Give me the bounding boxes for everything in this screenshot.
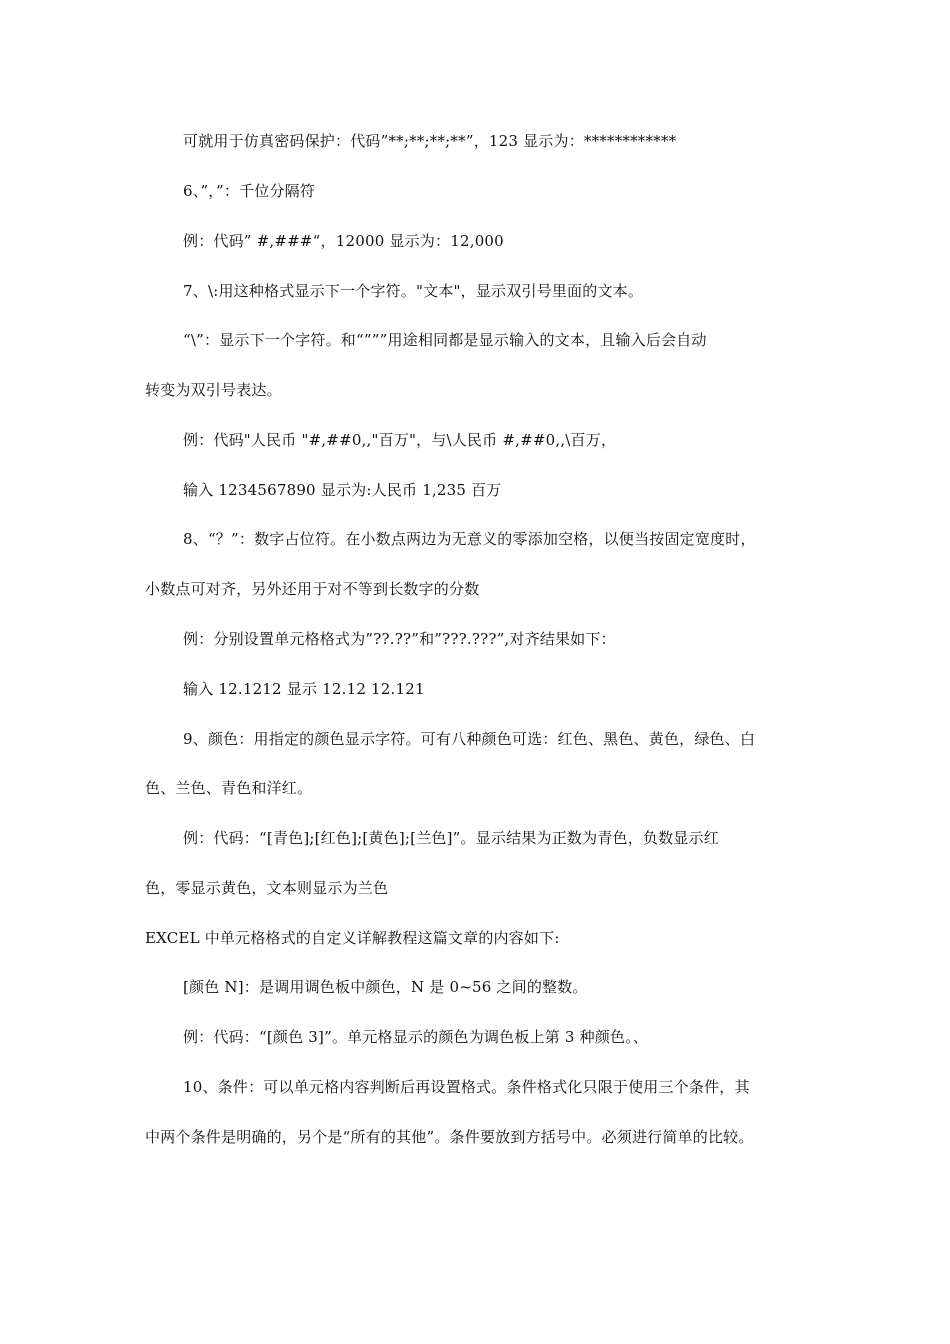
- paragraph-line: 色，零显示黄色，文本则显示为兰色: [145, 879, 389, 897]
- paragraph-line: 转变为双引号表达。: [145, 381, 282, 399]
- paragraph-line: 6、”，”：千位分隔符: [183, 182, 316, 200]
- paragraph-line: 例：代码：“[青色];[红色];[黄色];[兰色]”。显示结果为正数为青色，负数显示红: [183, 829, 719, 847]
- section-heading-line: EXCEL 中单元格格式的自定义详解教程这篇文章的内容如下:: [145, 929, 560, 947]
- paragraph-line: [颜色 N]：是调用调色板中颜色，N 是 0~56 之间的整数。: [183, 978, 588, 996]
- paragraph-line: 例：代码” #,###“，12000 显示为：12,000: [183, 232, 504, 250]
- paragraph-line: 输入 12.1212 显示 12.12 12.121: [183, 680, 425, 698]
- paragraph-line: 例：代码：“[颜色 3]”。单元格显示的颜色为调色板上第 3 种颜色。、: [183, 1028, 649, 1046]
- paragraph-line: 可就用于仿真密码保护：代码”**;**;**;**”，123 显示为：************: [183, 132, 677, 150]
- paragraph-line: 8、“？”：数字占位符。在小数点两边为无意义的零添加空格，以便当按固定宽度时，: [183, 530, 756, 548]
- paragraph-line: 例：分别设置单元格格式为”??.??”和”???.???”,对齐结果如下：: [183, 630, 616, 648]
- paragraph-line: 7、\:用这种格式显示下一个字符。"文本"，显示双引号里面的文本。: [183, 282, 644, 300]
- paragraph-line: 9、颜色：用指定的颜色显示字符。可有八种颜色可选：红色、黑色、黄色，绿色、白: [183, 730, 756, 748]
- paragraph-line: 色、兰色、青色和洋红。: [145, 779, 313, 797]
- paragraph-line: 小数点可对齐，另外还用于对不等到长数字的分数: [145, 580, 480, 598]
- paragraph-line: 输入 1234567890 显示为:人民币 1,235 百万: [183, 481, 502, 499]
- paragraph-line: 中两个条件是明确的，另个是“所有的其他”。条件要放到方括号中。必须进行简单的比较。: [145, 1128, 754, 1146]
- paragraph-line: 例：代码"人民币 "#,##0,,"百万"，与\人民币 #,##0,,\百万，: [183, 431, 617, 449]
- paragraph-line: 10、条件：可以单元格内容判断后再设置格式。条件格式化只限于使用三个条件，其: [183, 1078, 750, 1096]
- paragraph-line: “\”：显示下一个字符。和“”””用途相同都是显示输入的文本，且输入后会自动: [183, 331, 707, 349]
